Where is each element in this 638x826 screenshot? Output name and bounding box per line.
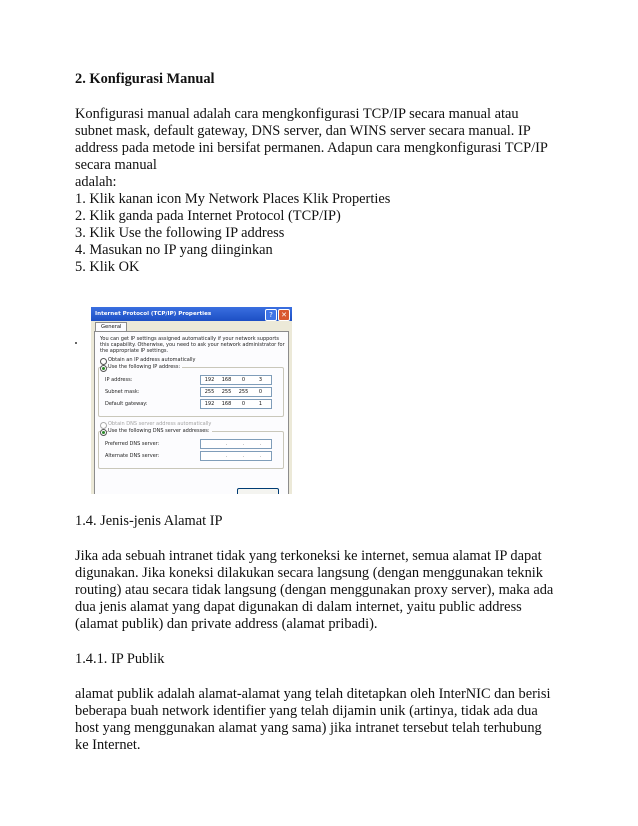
ip-octet: 3: [258, 377, 263, 383]
radio-auto-dns-label: Obtain DNS server address automatically: [108, 421, 212, 427]
dialog-panel: [94, 331, 289, 494]
step-line: 1. Klik kanan icon My Network Places Klik Properties: [75, 191, 391, 207]
subsection-line: alamat publik adalah alamat-alamat yang telah ditetapkan oleh InterNIC dan berisi: [75, 686, 551, 702]
ip-octet: 192: [204, 377, 215, 383]
ip-octet: 168: [221, 377, 232, 383]
gateway-octet: 1: [258, 401, 263, 407]
default-gateway-field: [200, 399, 272, 409]
gateway-octet: 168: [221, 401, 232, 407]
gateway-octet: 0: [241, 401, 246, 407]
intro-line: Konfigurasi manual adalah cara mengkonfigurasi TCP/IP secara manual atau: [75, 106, 519, 122]
ip-octet: 0: [241, 377, 246, 383]
subnet-octet: 255: [221, 389, 232, 395]
default-gateway-label: Default gateway:: [105, 401, 148, 407]
intro-line: adalah:: [75, 174, 117, 190]
radio-manual-ip-label: Use the following IP address:: [108, 364, 181, 370]
section-title: 1.4. Jenis-jenis Alamat IP: [75, 513, 223, 529]
subnet-mask-label: Subnet mask:: [105, 389, 140, 395]
empty-octet: .: [259, 441, 262, 447]
section-line: routing) atau secara tidak langsung (dengan menggunakan proxy server), maka ada: [75, 582, 554, 598]
close-icon: ✕: [278, 309, 290, 321]
gateway-octet: 192: [204, 401, 215, 407]
empty-octet: .: [242, 441, 245, 447]
radio-manual-dns-label: Use the following DNS server addresses:: [108, 428, 210, 434]
radio-auto-dns: [100, 422, 107, 429]
empty-octet: .: [259, 453, 262, 459]
empty-octet: .: [225, 441, 228, 447]
radio-auto-ip: [100, 358, 107, 365]
intro-line: address pada metode ini bersifat permanen. Adapun cara mengkonfigurasi TCP/IP: [75, 140, 548, 156]
step-line: 5. Klik OK: [75, 259, 140, 275]
stray-dot: [75, 342, 77, 344]
subsection-line: ke Internet.: [75, 737, 141, 753]
step-line: 4. Masukan no IP yang diinginkan: [75, 242, 273, 258]
help-icon: ?: [265, 309, 277, 321]
radio-manual-dns: [100, 429, 107, 436]
empty-octet: .: [242, 453, 245, 459]
subsection-line: beberapa buah network identifier yang telah dijamin unik (artinya, tidak ada dua: [75, 703, 538, 719]
alternate-dns-label: Alternate DNS server:: [105, 453, 160, 459]
dns-group-frame: [98, 431, 284, 469]
intro-line: secara manual: [75, 157, 157, 173]
ip-address-field: [200, 375, 272, 385]
alternate-dns-field: [200, 451, 272, 461]
tab-general: General: [95, 322, 127, 332]
step-line: 2. Klik ganda pada Internet Protocol (TCP/IP): [75, 208, 341, 224]
dialog-description: the appropriate IP settings.: [100, 348, 169, 354]
dialog-title-bar: [91, 307, 292, 321]
empty-octet: .: [225, 453, 228, 459]
intro-line: subnet mask, default gateway, DNS server, dan WINS server secara manual. IP: [75, 123, 531, 139]
step-line: 3. Klik Use the following IP address: [75, 225, 285, 241]
dialog-description: You can get IP settings assigned automatically if your network supports: [100, 336, 279, 342]
dialog-title: Internet Protocol (TCP/IP) Properties: [95, 311, 212, 317]
section-line: dua jenis alamat yang dapat digunakan di dalam internet, yaitu public address: [75, 599, 522, 615]
subnet-octet: 255: [238, 389, 249, 395]
tcpip-properties-dialog-image: [91, 307, 292, 494]
subnet-octet: 0: [258, 389, 263, 395]
preferred-dns-label: Preferred DNS server:: [105, 441, 160, 447]
radio-auto-ip-label: Obtain an IP address automatically: [108, 357, 196, 363]
preferred-dns-field: [200, 439, 272, 449]
ok-button-cropped: [237, 488, 279, 494]
section-line: Jika ada sebuah intranet tidak yang terkoneksi ke internet, semua alamat IP dapat: [75, 548, 542, 564]
subsection-title: 1.4.1. IP Publik: [75, 651, 165, 667]
section-line: (alamat publik) dan private address (alamat pribadi).: [75, 616, 378, 632]
section-line: digunakan. Jika koneksi dilakukan secara langsung (dengan menggunakan teknik: [75, 565, 543, 581]
radio-manual-ip: [100, 365, 107, 372]
subnet-octet: 255: [204, 389, 215, 395]
ip-address-label: IP address:: [105, 377, 133, 383]
heading-konfigurasi-manual: 2. Konfigurasi Manual: [75, 71, 215, 87]
subnet-mask-field: [200, 387, 272, 397]
subsection-line: host yang menggunakan alamat yang sama) jika intranet tersebut telah terhubung: [75, 720, 542, 736]
dialog-description: this capability. Otherwise, you need to ask your network administrator for: [100, 342, 285, 348]
